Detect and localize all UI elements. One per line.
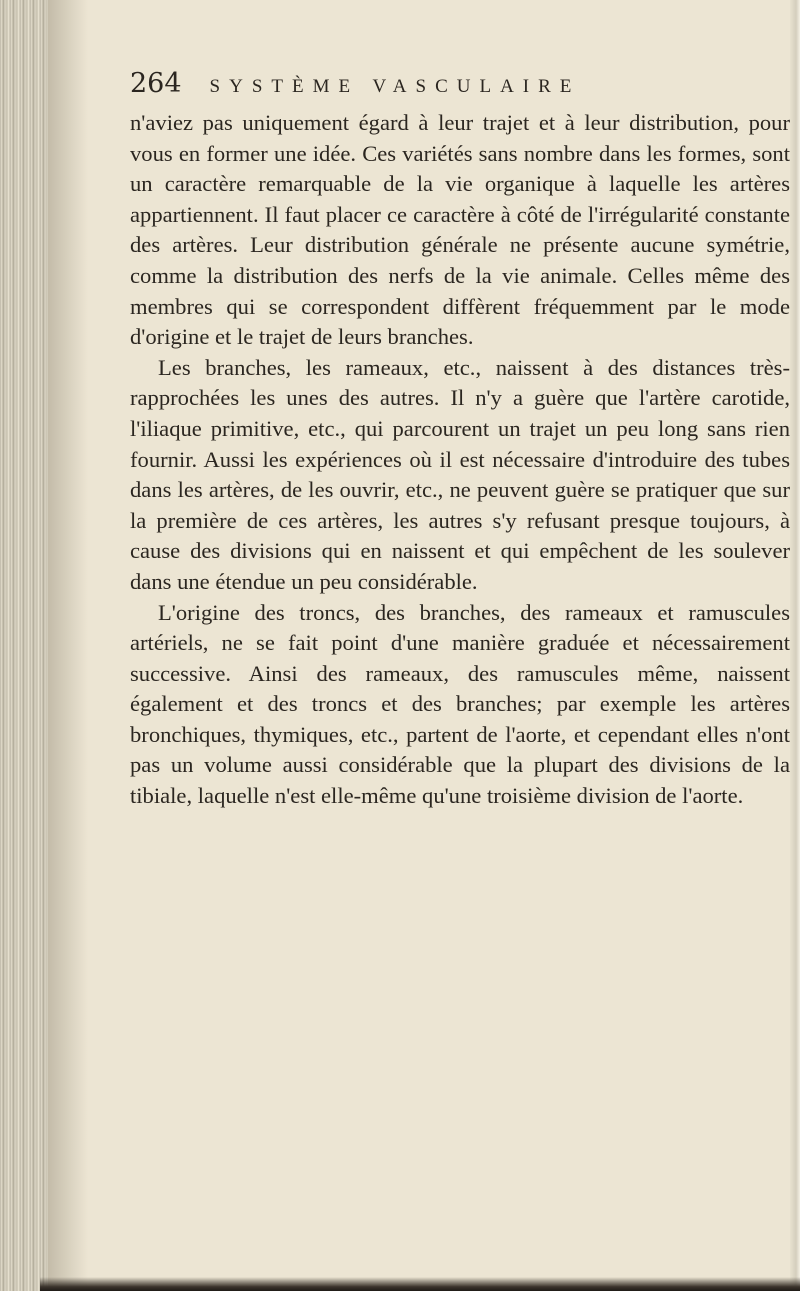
- page-number: 264: [130, 68, 182, 99]
- paragraph-3: L'origine des troncs, des branches, des rameaux et ramuscules artériels, ne se fait point d'une manière graduée et nécessairement successive. Ainsi des rameaux, des ramuscules même, naissent également et des troncs et des branches; par exemple les artères bronchiques, thymiques, etc., partent de l'aorte, et cependant elles n'ont pas un volume aussi considérable que la plupart des divisions de la tibiale, laquelle n'est elle-même qu'une troisième division de l'aorte.: [130, 599, 790, 809]
- body-text: [130, 108, 790, 812]
- book-page: [130, 68, 790, 812]
- gutter-shadow: [48, 0, 88, 1291]
- running-title: SYSTÈME VASCULAIRE: [209, 76, 581, 97]
- book-binding: [0, 0, 48, 1291]
- page-edge: [790, 0, 800, 1291]
- paragraph-2: Les branches, les rameaux, etc., naissent à des distances très-rapprochées les unes des autres. Il n'y a guère que l'artère carotide, l'iliaque primitive, etc., qui parcourent un trajet un peu long sans rien fournir. Aussi les expériences où il est nécessaire d'introduire des tubes dans les artères, de les ouvrir, etc., ne peuvent guère se pratiquer que sur la première de ces artères, les autres s'y refusant presque toujours, à cause des divisions qui en naissent et qui empêchent de les soulever dans une étendue un peu considérable.: [130, 354, 790, 594]
- running-head: [130, 68, 790, 104]
- paragraph-1: n'aviez pas uniquement égard à leur trajet et à leur distribution, pour vous en former une idée. Ces variétés sans nombre dans les formes, sont un caractère remarquable de la vie organique à laquelle les artères appartiennent. Il faut placer ce caractère à côté de l'irrégularité constante des artères. Leur distribution générale ne présente aucune symétrie, comme la distribution des nerfs de la vie animale. Celles même des membres qui se correspondent diffèrent fréquemment par le mode d'origine et le trajet de leurs branches.: [130, 110, 790, 350]
- bottom-edge: [40, 1277, 800, 1291]
